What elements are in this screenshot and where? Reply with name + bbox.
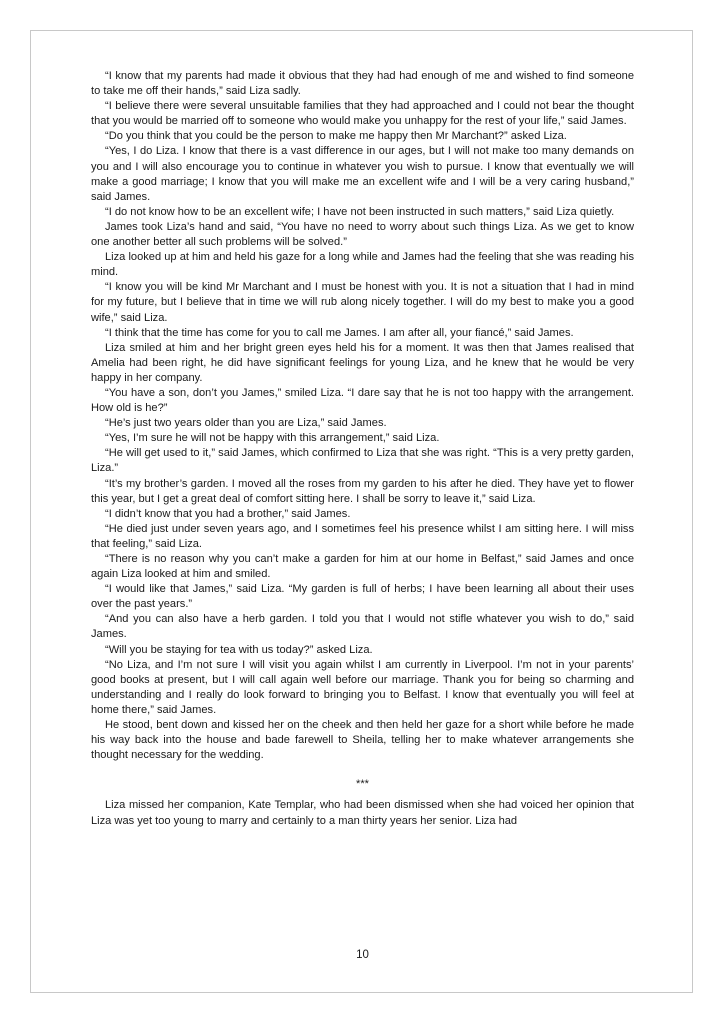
paragraph: “There is no reason why you can’t make a garden for him at our home in Belfast,” said James and once again Liza looked at him and smiled.: [91, 553, 634, 581]
paragraph: “Yes, I’m sure he will not be happy with this arrangement,” said Liza.: [105, 432, 440, 445]
paragraph: “He died just under seven years ago, and I sometimes feel his presence whilst I am sitting here. I will miss that feeling,” said Liza.: [91, 522, 634, 550]
paragraph: “Do you think that you could be the person to make me happy then Mr Marchant?” asked Liza.: [105, 130, 567, 143]
paragraph: Liza missed her companion, Kate Templar, who had been dismissed when she had voiced her opinion that Liza was yet too young to marry and certainly to a man thirty years her senior. Liza had: [91, 799, 634, 827]
paragraph: “It’s my brother’s garden. I moved all the roses from my garden to his after he died. They have yet to flower this year, but I get a great deal of comfort sitting here. I shall be sorry to leave it,” said Liza.: [91, 477, 634, 505]
paragraph: “Yes, I do Liza. I know that there is a vast difference in our ages, but I will not make too many demands on you and I will also encourage you to continue in whatever you wish to pursue. I know that eventually we will make a good marriage; I know that you will make me an excellent wife and I will be a very caring husband,” said James.: [91, 145, 634, 203]
paragraph: “I would like that James,” said Liza. “My garden is full of herbs; I have been learning all about their uses over the past years.”: [91, 583, 634, 611]
paragraph: “I believe there were several unsuitable families that they had approached and I could not bear the thought that you would be married off to someone who would make you unhappy for the rest of your life,” said James.: [91, 100, 634, 128]
paragraph: “I do not know how to be an excellent wife; I have not been instructed in such matters,” said Liza quietly.: [105, 205, 615, 218]
paragraph: “You have a son, don’t you James,” smiled Liza. “I dare say that he is not too happy with the arrangement. How old is he?”: [91, 386, 634, 415]
paragraph: “I know you will be kind Mr Marchant and I must be honest with you. It is not a situation that I had in mind for my future, but I believe that in time we will rub along nicely together. I will do my best to make you a good wife,” said Liza.: [91, 281, 634, 324]
paragraph: “He’s just two years older than you are Liza,” said James.: [105, 417, 387, 430]
paragraph: Liza smiled at him and her bright green eyes held his for a moment. It was then that James realised that Amelia had been right, he did have significant feelings for young Liza, and he knew that he would be very happy in her company.: [91, 341, 634, 384]
paragraph: Liza looked up at him and held his gaze for a long while and James had the feeling that she was reading his mind.: [91, 251, 634, 279]
page-body: [91, 69, 634, 829]
paragraph: “He will get used to it,” said James, which confirmed to Liza that she was right. “This is a very pretty garden, Liza.”: [91, 447, 634, 475]
paragraph: “No Liza, and I’m not sure I will visit you again whilst I am currently in Liverpool. I’m not in your parents’ good books at present, but I will call again well before our marriage. Thank you for being so charming and understanding and I really do look forward to bringing you to Belfast. I know that eventually you will feel at home there,” said James.: [91, 658, 634, 716]
paragraph: “And you can also have a herb garden. I told you that I would not stifle whatever you wish to do,” said James.: [91, 613, 634, 641]
paragraph: James took Liza’s hand and said, “You have no need to worry about such things Liza. As we get to know one another better all such problems will be solved.”: [91, 220, 634, 249]
paragraph: “I know that my parents had made it obvious that they had had enough of me and wished to find someone to take me off their hands,” said Liza sadly.: [91, 70, 634, 98]
document-page: [30, 30, 693, 993]
page-number: 10: [356, 949, 369, 961]
section-separator: ***: [356, 778, 369, 791]
paragraph: “I think that the time has come for you to call me James. I am after all, your fiancé,” said James.: [105, 326, 574, 339]
paragraph: He stood, bent down and kissed her on the cheek and then held her gaze for a short while before he made his way back into the house and bade farewell to Sheila, telling her to make whatever arrangements she thought necessary for the wedding.: [91, 719, 634, 762]
paragraph: “I didn’t know that you had a brother,” said James.: [105, 507, 351, 520]
paragraph: “Will you be staying for tea with us today?” asked Liza.: [105, 643, 373, 656]
